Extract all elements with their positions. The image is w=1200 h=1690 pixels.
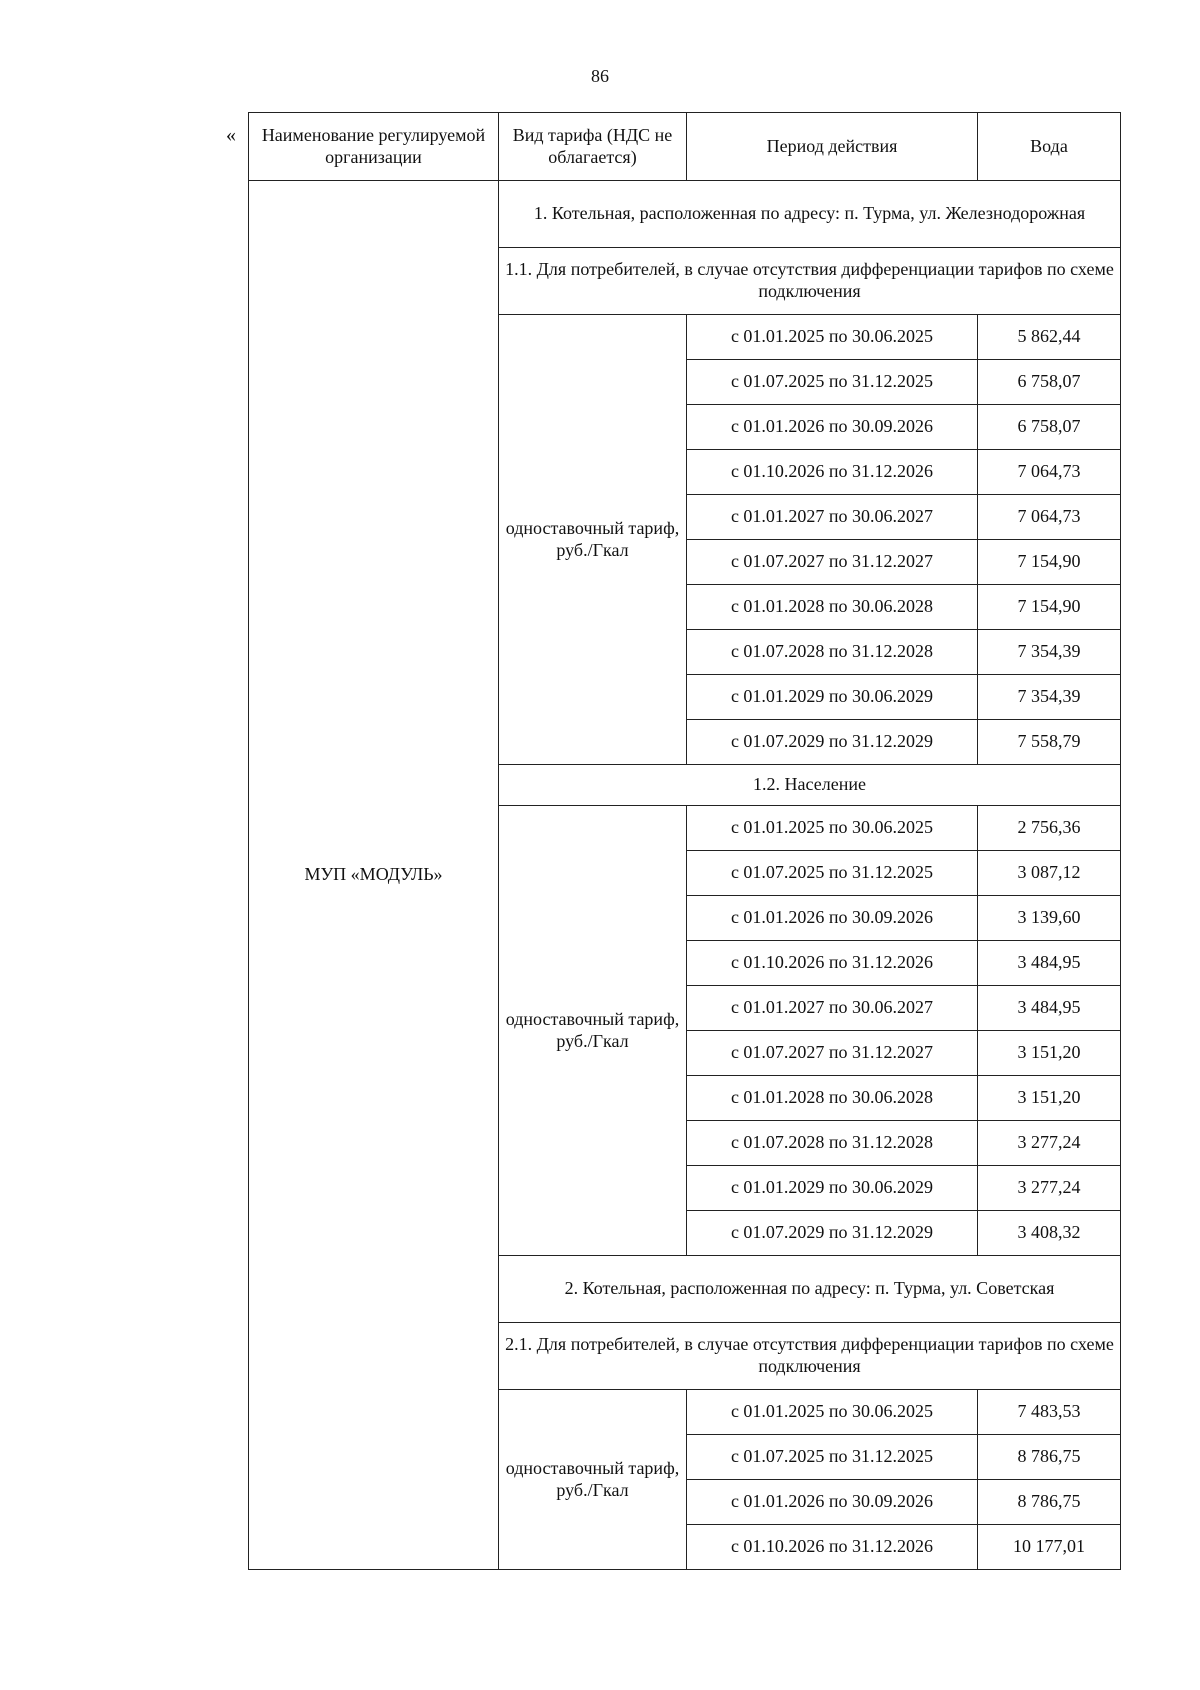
water-value-cell: 8 786,75 — [978, 1480, 1121, 1525]
water-value-cell: 7 154,90 — [978, 540, 1121, 585]
organization-name: МУП «МОДУЛЬ» — [249, 181, 499, 1570]
subsection-title: 1.2. Население — [499, 765, 1121, 806]
water-value-cell: 3 408,32 — [978, 1211, 1121, 1256]
water-value-cell: 7 558,79 — [978, 720, 1121, 765]
section-title: 2. Котельная, расположенная по адресу: п. Турма, ул. Советская — [499, 1256, 1121, 1323]
period-cell: с 01.10.2026 по 31.12.2026 — [687, 450, 978, 495]
period-cell: с 01.01.2025 по 30.06.2025 — [687, 315, 978, 360]
tariff-type-cell: одноставочный тариф, руб./Гкал — [499, 1390, 687, 1570]
period-cell: с 01.01.2026 по 30.09.2026 — [687, 405, 978, 450]
period-cell: с 01.10.2026 по 31.12.2026 — [687, 941, 978, 986]
period-cell: с 01.10.2026 по 31.12.2026 — [687, 1525, 978, 1570]
period-cell: с 01.07.2029 по 31.12.2029 — [687, 720, 978, 765]
period-cell: с 01.07.2027 по 31.12.2027 — [687, 1031, 978, 1076]
water-value-cell: 3 087,12 — [978, 851, 1121, 896]
period-cell: с 01.07.2028 по 31.12.2028 — [687, 1121, 978, 1166]
period-cell: с 01.01.2025 по 30.06.2025 — [687, 1390, 978, 1435]
period-cell: с 01.01.2025 по 30.06.2025 — [687, 806, 978, 851]
header-tariff-type: Вид тарифа (НДС не облагается) — [499, 113, 687, 181]
water-value-cell: 7 064,73 — [978, 495, 1121, 540]
water-value-cell: 7 354,39 — [978, 675, 1121, 720]
water-value-cell: 7 064,73 — [978, 450, 1121, 495]
tariff-type-cell: одноставочный тариф, руб./Гкал — [499, 806, 687, 1256]
header-water: Вода — [978, 113, 1121, 181]
period-cell: с 01.07.2025 по 31.12.2025 — [687, 360, 978, 405]
water-value-cell: 3 151,20 — [978, 1076, 1121, 1121]
header-org-name: Наименование регулируемой организации — [249, 113, 499, 181]
table-header-row — [249, 113, 1121, 181]
page-number: 86 — [591, 66, 609, 86]
subsection-title: 2.1. Для потребителей, в случае отсутствия дифференциации тарифов по схеме подключения — [499, 1323, 1121, 1390]
subsection-title: 1.1. Для потребителей, в случае отсутствия дифференциации тарифов по схеме подключения — [499, 248, 1121, 315]
water-value-cell: 10 177,01 — [978, 1525, 1121, 1570]
water-value-cell: 3 151,20 — [978, 1031, 1121, 1076]
water-value-cell: 3 139,60 — [978, 896, 1121, 941]
water-value-cell: 7 483,53 — [978, 1390, 1121, 1435]
period-cell: с 01.07.2029 по 31.12.2029 — [687, 1211, 978, 1256]
period-cell: с 01.01.2028 по 30.06.2028 — [687, 585, 978, 630]
period-cell: с 01.01.2028 по 30.06.2028 — [687, 1076, 978, 1121]
water-value-cell: 3 277,24 — [978, 1121, 1121, 1166]
water-value-cell: 3 484,95 — [978, 941, 1121, 986]
period-cell: с 01.01.2027 по 30.06.2027 — [687, 495, 978, 540]
opening-quote: « — [226, 124, 236, 146]
section-title: 1. Котельная, расположенная по адресу: п. Турма, ул. Железнодорожная — [499, 181, 1121, 248]
water-value-cell: 7 354,39 — [978, 630, 1121, 675]
water-value-cell: 3 484,95 — [978, 986, 1121, 1031]
period-cell: с 01.07.2025 по 31.12.2025 — [687, 851, 978, 896]
period-cell: с 01.07.2025 по 31.12.2025 — [687, 1435, 978, 1480]
header-period: Период действия — [687, 113, 978, 181]
period-cell: с 01.07.2028 по 31.12.2028 — [687, 630, 978, 675]
period-cell: с 01.01.2027 по 30.06.2027 — [687, 986, 978, 1031]
water-value-cell: 2 756,36 — [978, 806, 1121, 851]
section-row — [249, 181, 1121, 248]
tariff-table — [248, 112, 1121, 1570]
period-cell: с 01.07.2027 по 31.12.2027 — [687, 540, 978, 585]
water-value-cell: 3 277,24 — [978, 1166, 1121, 1211]
period-cell: с 01.01.2029 по 30.06.2029 — [687, 675, 978, 720]
period-cell: с 01.01.2026 по 30.09.2026 — [687, 896, 978, 941]
water-value-cell: 5 862,44 — [978, 315, 1121, 360]
water-value-cell: 8 786,75 — [978, 1435, 1121, 1480]
water-value-cell: 7 154,90 — [978, 585, 1121, 630]
water-value-cell: 6 758,07 — [978, 405, 1121, 450]
period-cell: с 01.01.2029 по 30.06.2029 — [687, 1166, 978, 1211]
water-value-cell: 6 758,07 — [978, 360, 1121, 405]
period-cell: с 01.01.2026 по 30.09.2026 — [687, 1480, 978, 1525]
tariff-type-cell: одноставочный тариф, руб./Гкал — [499, 315, 687, 765]
